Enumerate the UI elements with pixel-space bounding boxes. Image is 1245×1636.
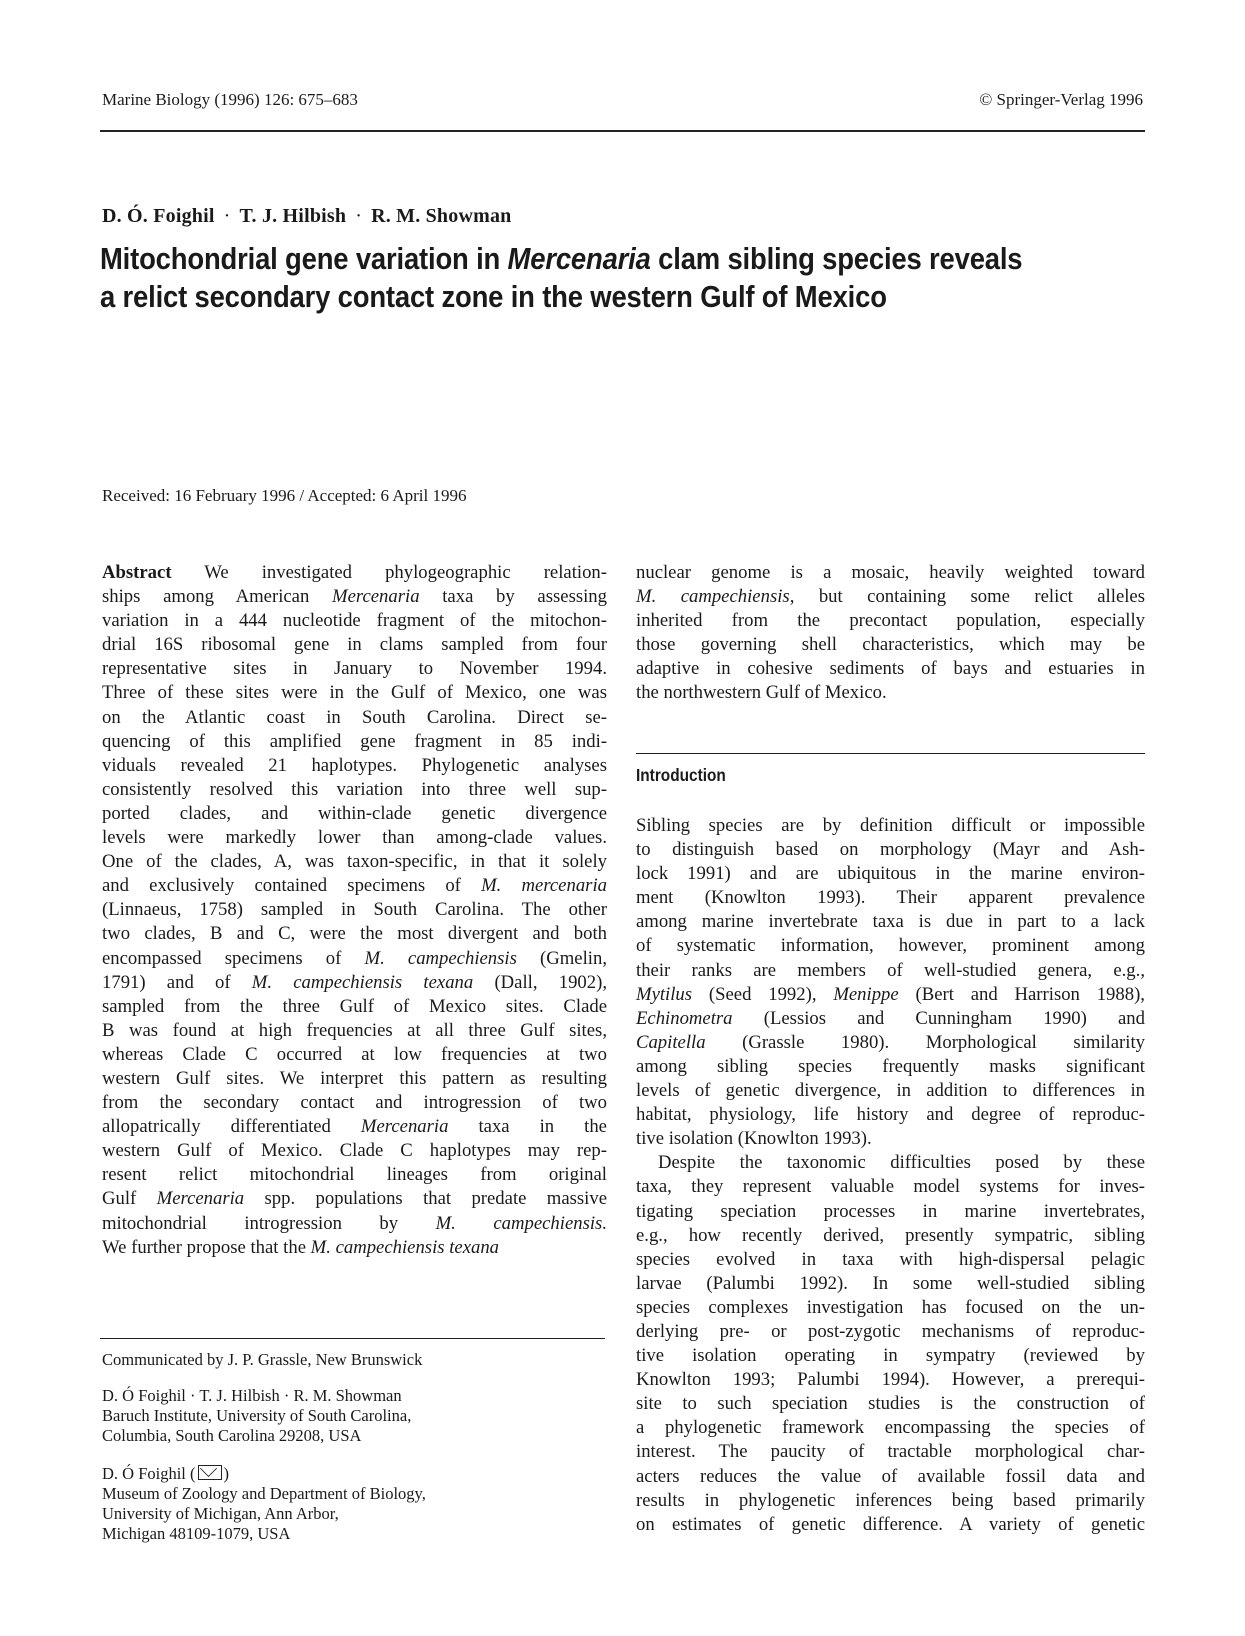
abstract-label: Abstract (102, 562, 172, 583)
author-separator: · (355, 205, 363, 227)
text-line: allopatrically differentiated Mercenaria taxa in the (102, 1116, 607, 1138)
text-line: We further propose that the M. campechiensis texana (102, 1236, 500, 1258)
author-name: D. Ó. Foighil (102, 205, 215, 227)
correspondence-address (102, 1464, 426, 1544)
text-line: tigating speciation processes in marine invertebrates, (636, 1200, 1145, 1222)
text-line: representative sites in January to November 1994. (102, 658, 607, 680)
text-line: of systematic information, however, prominent among (636, 935, 1145, 957)
running-header-journal: Marine Biology (1996) 126: 675–683 (102, 90, 358, 109)
text-line: Knowlton 1993; Palumbi 1994). However, a prerequi- (636, 1369, 1145, 1391)
text-line: western Gulf of Mexico. Clade C haplotypes may rep- (102, 1140, 607, 1162)
text-line: among sibling species frequently masks significant (636, 1055, 1145, 1077)
text-line: results in phylogenetic inferences being based primarily (636, 1489, 1145, 1511)
title-line-2: a relict secondary contact zone in the western Gulf of Mexico (100, 280, 887, 314)
article-title (100, 240, 1054, 316)
text-line: viduals revealed 21 haplotypes. Phylogenetic analyses (102, 754, 607, 776)
text-line: taxa, they represent valuable model systems for inves- (636, 1176, 1145, 1198)
footnote-rule (100, 1338, 605, 1339)
text-line: quencing of this amplified gene fragment in 85 indi- (102, 730, 607, 752)
section-rule (636, 753, 1145, 754)
text-line: two clades, B and C, were the most divergent and both (102, 923, 607, 945)
text-line: inherited from the precontact population, especially (636, 610, 1145, 632)
text-line: Gulf Mercenaria spp. populations that predate massive (102, 1188, 607, 1210)
text-line: their ranks are members of well-studied genera, e.g., (636, 959, 1145, 981)
text-line: B was found at high frequencies at all three Gulf sites, (102, 1019, 607, 1041)
text-line: ships among American Mercenaria taxa by assessing (102, 586, 607, 608)
abstract-continuation (636, 561, 1145, 706)
text-line: Three of these sites were in the Gulf of Mexico, one was (102, 682, 607, 704)
introduction-heading: Introduction (636, 765, 726, 785)
text-line: Echinometra (Lessios and Cunningham 1990) and (636, 1007, 1145, 1029)
text-line: 1791) and of M. campechiensis texana (Dall, 1902), (102, 971, 607, 993)
author-separator: · (223, 205, 231, 227)
author-list (102, 205, 512, 228)
text-line: Abstract We investigated phylogeographic relation- (102, 562, 607, 583)
text-line: habitat, physiology, life history and degree of reproduc- (636, 1104, 1145, 1126)
text-line: on the Atlantic coast in South Carolina. Direct se- (102, 706, 607, 728)
text-line: lock 1991) and are ubiquitous in the marine environ- (636, 863, 1145, 885)
text-line: and exclusively contained specimens of M. mercenaria (102, 875, 607, 897)
text-line: site to such speciation studies is the construction of (636, 1393, 1145, 1415)
text-line: e.g., how recently derived, presently sympatric, sibling (636, 1224, 1145, 1246)
text-line: consistently resolved this variation into three well sup- (102, 778, 607, 800)
affiliation-line: Columbia, South Carolina 29208, USA (102, 1426, 362, 1445)
text-line: a phylogenetic framework encompassing the species of (636, 1417, 1145, 1439)
text-line: Capitella (Grassle 1980). Morphological similarity (636, 1031, 1145, 1053)
affiliation-line: University of Michigan, Ann Arbor, (102, 1504, 339, 1523)
text-line: tive isolation operating in sympatry (reviewed by (636, 1345, 1145, 1367)
text-line: Sibling species are by definition difficult or impossible (636, 815, 1145, 836)
affiliation-line: Baruch Institute, University of South Carolina, (102, 1406, 412, 1425)
text-line: drial 16S ribosomal gene in clams sampled from four (102, 634, 607, 656)
text-line: Mytilus (Seed 1992), Menippe (Bert and Harrison 1988), (636, 983, 1145, 1005)
introduction-body (636, 814, 1145, 1537)
text-line: species complexes investigation has focused on the un- (636, 1296, 1145, 1318)
text-line: tive isolation (Knowlton 1993). (636, 1128, 872, 1150)
text-line: on estimates of genetic difference. A variety of genetic (636, 1513, 1145, 1535)
text-line: larvae (Palumbi 1992). In some well-studied sibling (636, 1272, 1145, 1294)
envelope-icon (198, 1465, 222, 1480)
author-name: T. J. Hilbish (239, 205, 347, 227)
title-line-1: Mitochondrial gene variation in Mercenaria clam sibling species reveals (100, 242, 1023, 276)
text-line: ment (Knowlton 1993). Their apparent prevalence (636, 887, 1145, 909)
header-rule (100, 130, 1145, 132)
correspondence-author: D. Ó Foighil ( ) (102, 1464, 230, 1483)
text-line: nuclear genome is a mosaic, heavily weighted toward (636, 562, 1145, 583)
text-line: species evolved in taxa with high-dispersal pelagic (636, 1248, 1145, 1270)
affiliation-line: Museum of Zoology and Department of Biology, (102, 1484, 426, 1503)
affiliation-baruch (102, 1386, 411, 1446)
communicated-by: Communicated by J. P. Grassle, New Brunswick (102, 1350, 423, 1369)
text-line: whereas Clade C occurred at low frequencies at two (102, 1043, 607, 1065)
text-line: derlying pre- or post-zygotic mechanisms of reproduc- (636, 1320, 1145, 1342)
author-name: R. M. Showman (371, 205, 512, 227)
text-line: acters reduces the value of available fossil data and (636, 1465, 1145, 1487)
text-line: the northwestern Gulf of Mexico. (636, 682, 887, 704)
text-line: encompassed specimens of M. campechiensis (Gmelin, (102, 947, 607, 969)
text-line: ported clades, and within-clade genetic divergence (102, 802, 607, 824)
text-line: mitochondrial introgression by M. campechiensis. (102, 1212, 607, 1234)
text-line: Despite the taxonomic difficulties posed by these (658, 1152, 1145, 1174)
text-line: levels were markedly lower than among-clade values. (102, 827, 607, 849)
text-line: variation in a 444 nucleotide fragment of the mitochon- (102, 610, 607, 632)
text-line: to distinguish based on morphology (Mayr and Ash- (636, 839, 1145, 861)
text-line: those governing shell characteristics, which may be (636, 634, 1145, 656)
affiliation-line: Michigan 48109-1079, USA (102, 1524, 291, 1543)
text-line: M. campechiensis, but containing some relict alleles (636, 586, 1145, 608)
text-line: western Gulf sites. We interpret this pattern as resulting (102, 1067, 607, 1089)
text-line: levels of genetic divergence, in addition to differences in (636, 1080, 1145, 1102)
received-accepted-dates: Received: 16 February 1996 / Accepted: 6 April 1996 (102, 486, 467, 505)
text-line: One of the clades, A, was taxon-specific, in that it solely (102, 851, 607, 873)
text-line: (Linnaeus, 1758) sampled in South Carolina. The other (102, 899, 607, 921)
text-line: interest. The paucity of tractable morphological char- (636, 1441, 1145, 1463)
text-line: from the secondary contact and introgression of two (102, 1092, 607, 1114)
abstract-column (102, 561, 607, 1260)
text-line: resent relict mitochondrial lineages from original (102, 1164, 607, 1186)
running-header-copyright: © Springer-Verlag 1996 (979, 90, 1143, 109)
text-line: sampled from the three Gulf of Mexico sites. Clade (102, 995, 607, 1017)
affiliation-line: D. Ó Foighil · T. J. Hilbish · R. M. Showman (102, 1386, 402, 1405)
text-line: among marine invertebrate taxa is due in part to a lack (636, 911, 1145, 933)
text-line: adaptive in cohesive sediments of bays and estuaries in (636, 658, 1145, 680)
